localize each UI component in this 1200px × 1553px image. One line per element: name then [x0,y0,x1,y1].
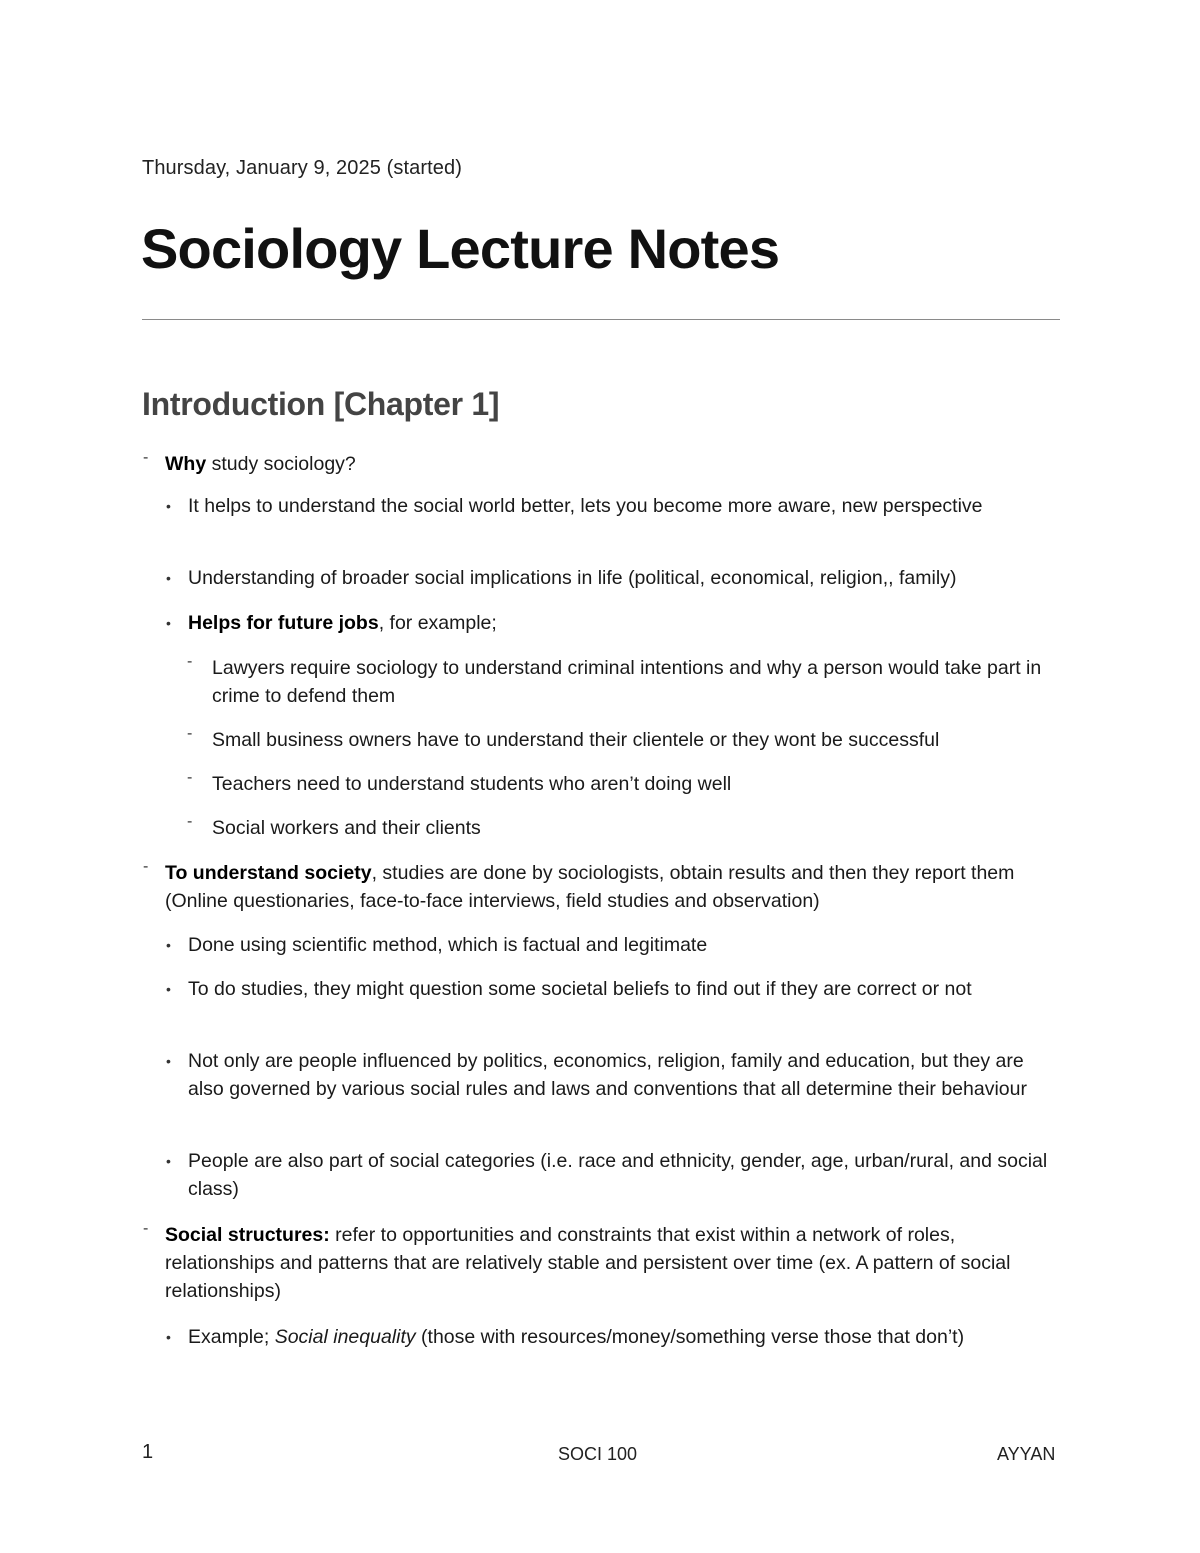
item-text: , studies are done by sociologists, obtain results and then they report them (Online questionaries, face-to-face interviews, field studies and observation) [165,862,1015,912]
item-text: Lawyers require sociology to understand criminal intentions and why a person would take part in crime to defend them [212,657,1042,707]
document-date: Thursday, January 9, 2025 (started) [142,157,462,179]
item-text: Small business owners have to understand their clientele or they wont be successful [212,729,940,751]
item-text: study sociology? [206,453,356,475]
list-item [166,931,1064,959]
bullet-marker: • [166,1329,171,1345]
document-title: Sociology Lecture Notes [141,217,780,280]
item-text: Example; [188,1326,275,1348]
dash-marker: - [143,858,149,875]
list-item [166,1147,1064,1203]
list-item-understand-society [143,858,1065,915]
bold-text: Why [165,453,207,475]
item-text: Not only are people influenced by politics, economics, religion, family and education, but they are also governed by various social rules and laws and conventions that all determine their behaviour [188,1050,1027,1100]
item-text: , for example; [378,612,497,634]
list-item [166,564,1064,592]
dash-marker: - [143,449,149,466]
dash-marker: - [143,1220,149,1237]
item-text: To do studies, they might question some societal beliefs to find out if they are correct or not [188,978,972,1000]
item-text: refer to opportunities and constraints that exist within a network of roles, relationships and patterns that are relatively stable and persistent over time (ex. A pattern of social relationships) [165,1224,1011,1302]
list-item [187,653,1060,710]
list-item-social-structures [143,1220,1065,1305]
title-divider [142,319,1060,320]
list-item [166,975,1064,1003]
list-item [187,813,1060,842]
list-item [166,1047,1064,1103]
item-text: It helps to understand the social world better, lets you become more aware, new perspective [188,495,983,517]
item-text: People are also part of social categories (i.e. race and ethnicity, gender, age, urban/rural, and social class) [188,1150,1048,1200]
bullet-marker: • [166,498,171,514]
bold-text: Helps for future jobs [188,612,379,634]
dash-marker: - [187,653,193,670]
section-heading: Introduction [Chapter 1] [142,386,500,422]
bullet-marker: • [166,981,171,997]
item-text: Done using scientific method, which is factual and legitimate [188,934,708,956]
bullet-marker: • [166,1153,171,1169]
list-item [187,769,1060,798]
list-item [187,725,1060,754]
list-item-example [166,1323,1064,1351]
item-text: Understanding of broader social implications in life (political, economical, religion,, family) [188,567,957,589]
bullet-marker: • [166,615,171,631]
list-item [166,492,1064,520]
footer-page-number: 1 [142,1441,154,1463]
bullet-marker: • [166,1053,171,1069]
item-text: Social workers and their clients [212,817,481,839]
list-item-why-study [143,449,1065,478]
item-text: Teachers need to understand students who aren’t doing well [212,773,732,795]
bold-text: Social structures: [165,1224,330,1246]
italic-text: Social inequality [274,1326,416,1348]
bullet-marker: • [166,937,171,953]
footer-author: AYYAN [997,1444,1056,1464]
dash-marker: - [187,725,193,742]
dash-marker: - [187,769,193,786]
bullet-marker: • [166,570,171,586]
footer-course: SOCI 100 [558,1444,638,1464]
bold-text: To understand society [165,862,372,884]
dash-marker: - [187,813,193,830]
item-text: (those with resources/money/something verse those that don’t) [415,1326,965,1348]
list-item-future-jobs [166,609,1064,637]
